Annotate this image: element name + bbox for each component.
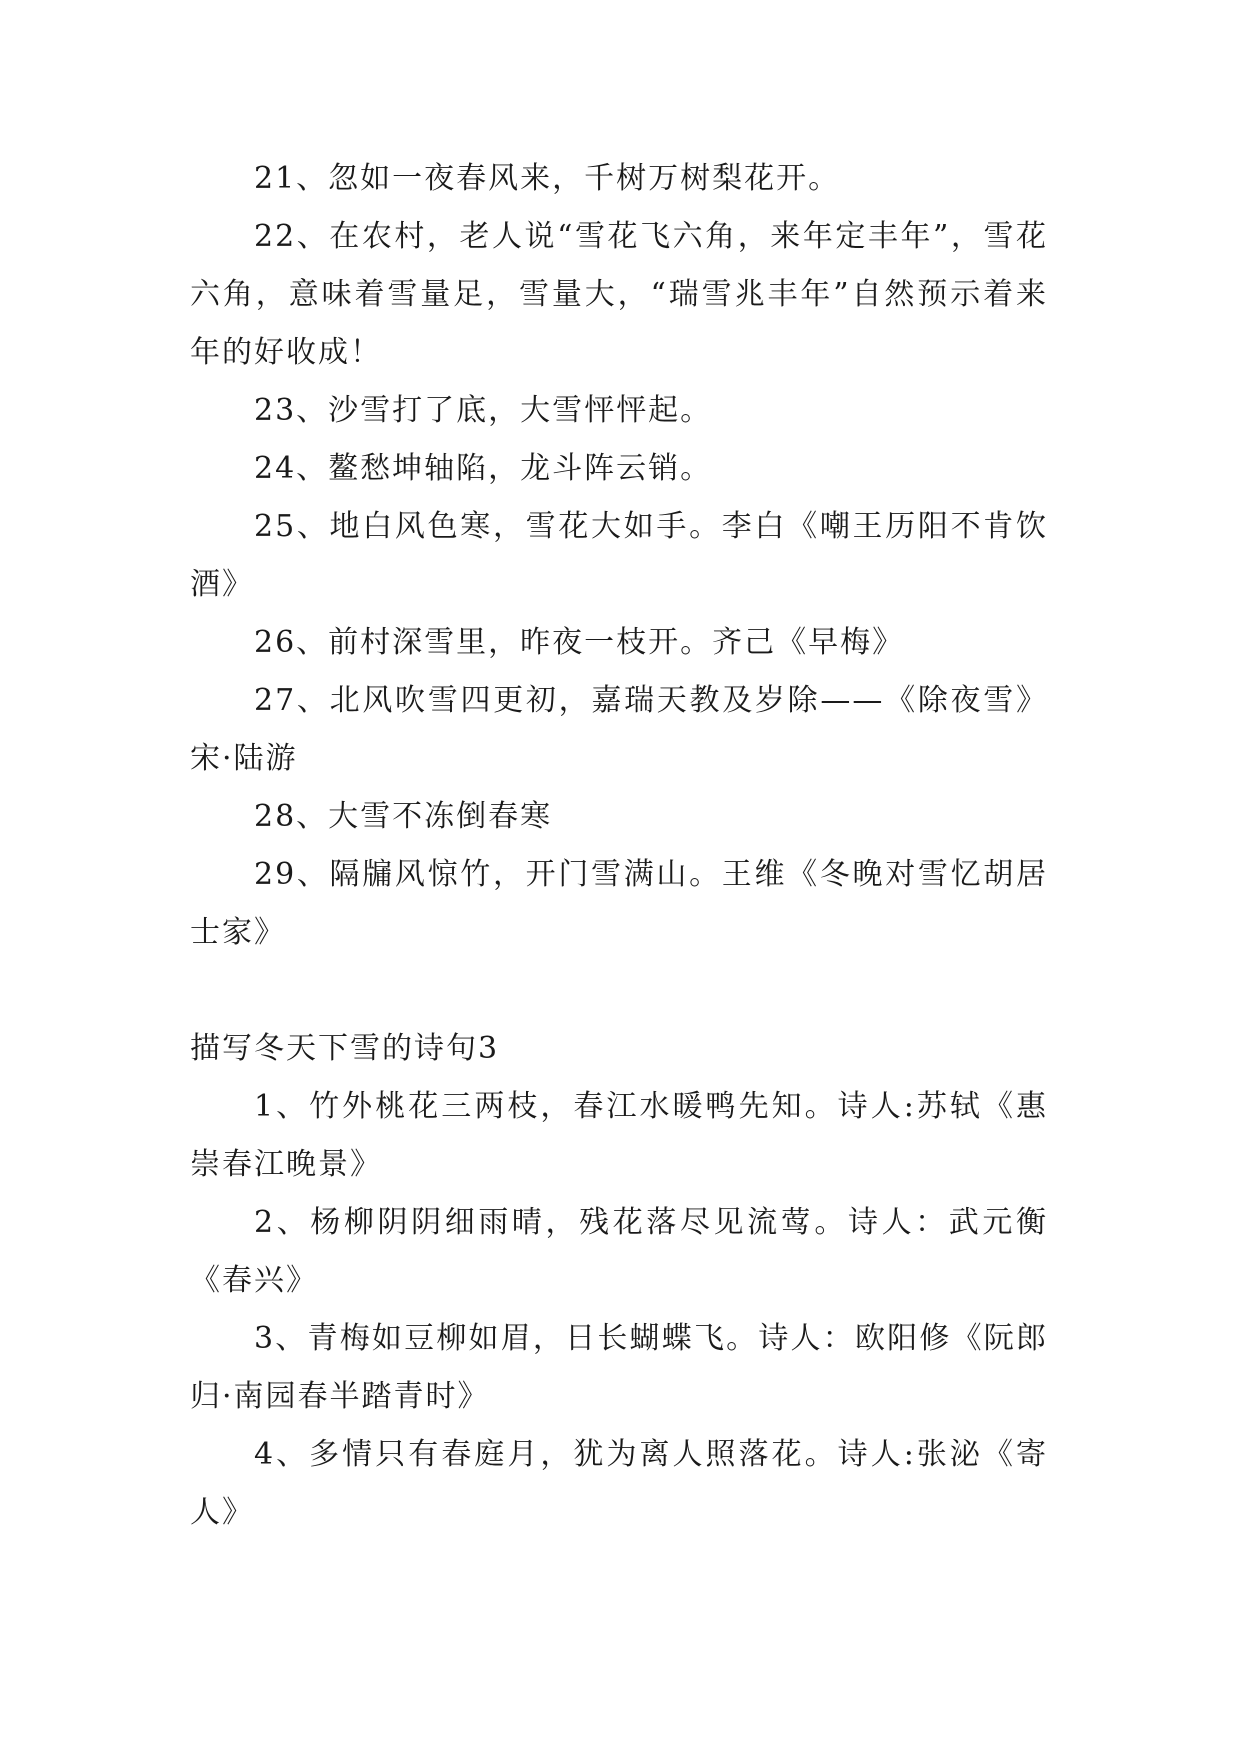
poem-line-1: 1、竹外桃花三两枝，春江水暖鸭先知。诗人:苏轼《惠崇春江晚景》 [190, 1089, 1048, 1182]
poem-line-29: 29、隔牖风惊竹，开门雪满山。王维《冬晚对雪忆胡居士家》 [190, 857, 1048, 950]
poem-line-22: 22、在农村，老人说“雪花飞六角，来年定丰年”，雪花六角，意味着雪量足，雪量大，“瑞雪兆丰年”自然预示着来年的好收成！ [190, 219, 1048, 370]
poem-line-4: 4、多情只有春庭月，犹为离人照落花。诗人:张泌《寄人》 [190, 1437, 1048, 1530]
poem-line-24: 24、鳌愁坤轴陷，龙斗阵云销。 [254, 451, 713, 486]
section-heading: 描写冬天下雪的诗句3 [190, 1031, 500, 1066]
poem-line-25: 25、地白风色寒，雪花大如手。李白《嘲王历阳不肯饮酒》 [190, 509, 1048, 602]
poem-line-27: 27、北风吹雪四更初，嘉瑞天教及岁除——《除夜雪》宋·陆游 [190, 683, 1048, 776]
document-body [190, 150, 1048, 1542]
poem-line-26: 26、前村深雪里，昨夜一枝开。齐己《早梅》 [254, 625, 905, 660]
poem-line-3: 3、青梅如豆柳如眉，日长蝴蝶飞。诗人：欧阳修《阮郎归·南园春半踏青时》 [190, 1321, 1048, 1414]
poem-line-21: 21、忽如一夜春风来，千树万树梨花开。 [254, 161, 841, 196]
poem-line-28: 28、大雪不冻倒春寒 [254, 799, 553, 834]
poem-line-2: 2、杨柳阴阴细雨晴，残花落尽见流莺。诗人：武元衡《春兴》 [190, 1205, 1048, 1298]
poem-line-23: 23、沙雪打了底，大雪怦怦起。 [254, 393, 713, 428]
